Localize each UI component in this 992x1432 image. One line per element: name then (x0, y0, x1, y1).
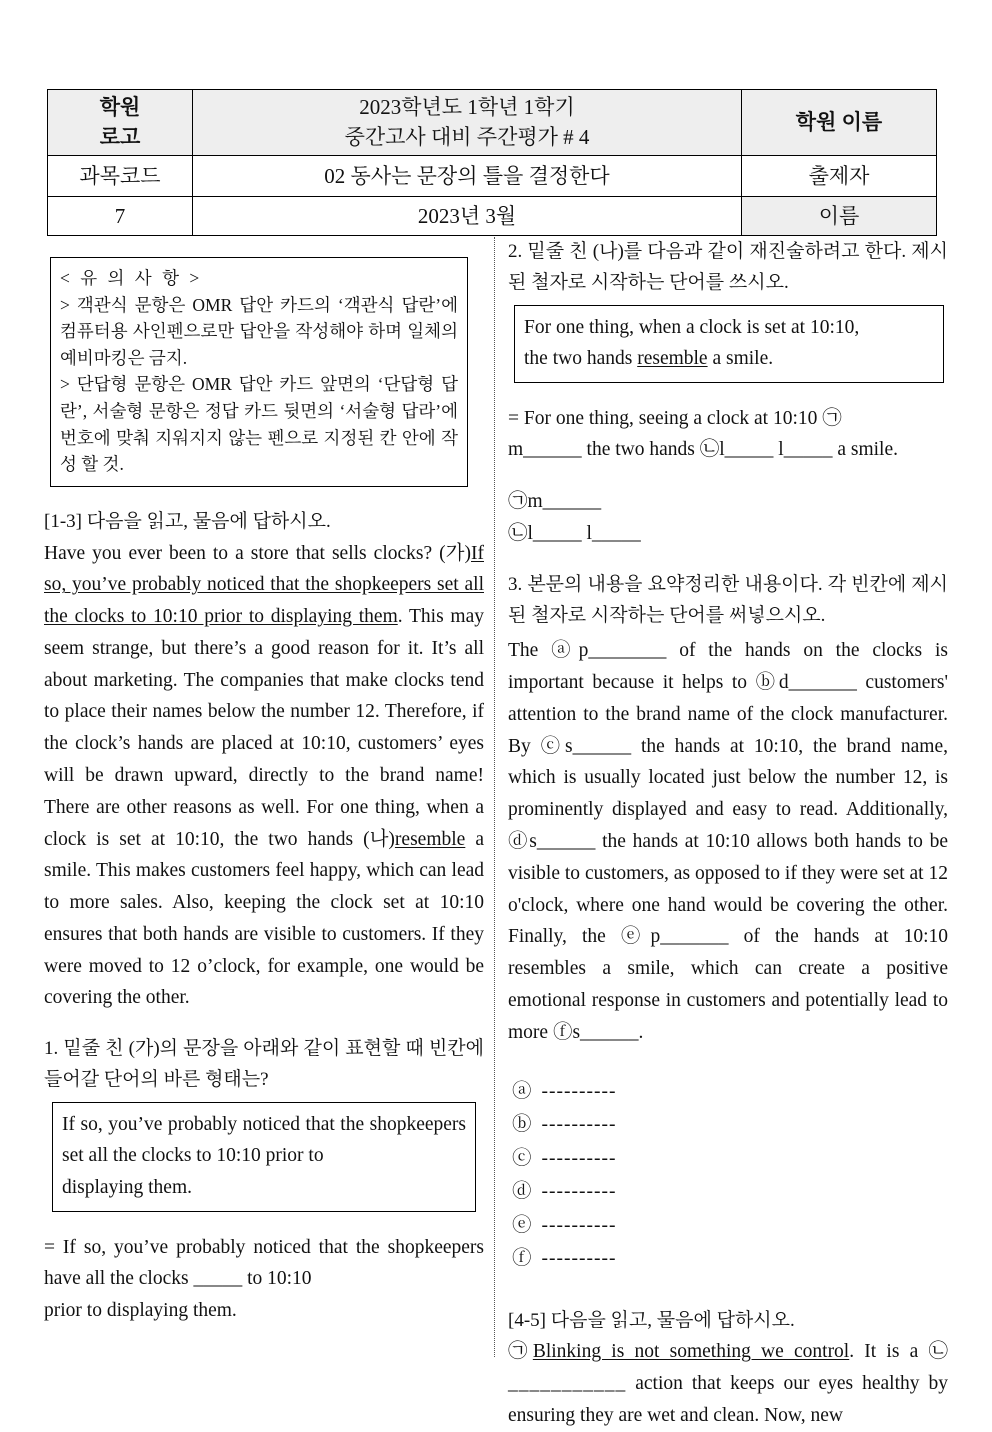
answer-row (512, 1175, 948, 1209)
answer-blank[interactable]: ---------- (541, 1147, 617, 1169)
answer-blank[interactable]: ---------- (541, 1181, 617, 1203)
question-1-quote-box (52, 1102, 476, 1212)
answer-row (512, 1209, 948, 1243)
reading-passage (44, 538, 484, 1015)
answer-blank[interactable]: ---------- (541, 1114, 617, 1136)
answer-mark: ⓓ (512, 1181, 532, 1203)
question-2-prompt: 2. 밑줄 친 (나)를 다음과 같이 재진술하려고 한다. 제시된 철자로 시작하는 단어를 쓰시오. (508, 241, 948, 293)
marker-na: (나) (363, 828, 395, 850)
answer-row (512, 1242, 948, 1276)
writer-name: 이름 (742, 196, 937, 235)
q2-rewrite-line-1: = For one thing, seeing a clock at 10:10 ㉠ (508, 407, 842, 429)
notice-line-2: > 단답형 문항은 OMR 답안 카드 앞면의 ‘단답형 답란’, 서술형 문항은 정답 카드 뒷면의 ‘서술형 답라’에 번호에 맞춰 지워지지 않는 펜으로 지정된 칸 안에 작성 할 것. (60, 374, 458, 475)
question-2-quote-box (514, 305, 944, 383)
q1-rewrite-last-line: prior to displaying them. (44, 1300, 237, 1322)
header-row-subject (48, 155, 937, 196)
q1-box-last-line: displaying them. (62, 1176, 192, 1198)
q45-after-underline: . It is a ㉡ (849, 1341, 948, 1363)
answer-blank[interactable]: ---------- (541, 1080, 617, 1102)
q1-rewrite-text: = If so, you’ve probably noticed that the shopkeepers have all the clocks _____ to 10:10 (44, 1236, 484, 1290)
q2-box-last-pre: the two hands (524, 348, 638, 370)
underlined-na: resemble (394, 828, 466, 850)
directive-1-3: [1-3] 다음을 읽고, 물음에 답하시오. (44, 510, 331, 532)
header-row-date (48, 196, 937, 235)
q45-underlined-sentence: Blinking is not something we control (532, 1341, 850, 1363)
marker-ga: (가) (439, 542, 471, 564)
answer-mark: ⓑ (512, 1114, 532, 1136)
subject-title: 02 동사는 문장의 틀을 결정한다 (193, 155, 742, 196)
writer-label: 출제자 (742, 155, 937, 196)
passage-body-2: . This may seem strange, but there’s a good reason for it. It’s all about marketing. The companies that make clocks tend to place their names below the number 12. Therefore, if the clock’s hands are placed at 10:10, customers’ eyes will be drawn upward, directly to the brand name! There are other reasons as well. For one thing, when a clock is set at 10:10, the two hands (44, 606, 484, 850)
question-2-rewrite (508, 403, 948, 467)
exam-title-line-2: 중간고사 대비 주간평가 # 4 (344, 125, 590, 150)
passage-body-3: a smile. This makes customers feel happy, which can lead to more sales. Also, keeping the clock set at 10:10 ensures that both hands are visible to customers. If they were moved to 12 o’clock, for example, one would be covering the other. (44, 828, 485, 1009)
answer-row (512, 1108, 948, 1142)
question-3-summary: The ⓐp________ of the hands on the clocks is important because it helps to ⓑd_______ customers' attention to the brand name of the clock manufacturer. By ⓒs______ the hands at 10:10, the brand name, which is usually located just below the number 12, is prominently displayed and easy to read. Additionally, ⓓs______ the hands at 10:10 allows both hands to be visible to customers, as opposed to if they were set at 12 o'clock, where one hand would be covering the other. Finally, the ⓔp_______ of the hands at 10:10 resembles a smile, which can create a positive emotional response in customers and potentially lead to more ⓕs______. (508, 640, 948, 1043)
exam-header (47, 89, 937, 236)
academy-name-cell: 학원 이름 (742, 90, 937, 156)
q2-box-text: For one thing, when a clock is set at 10:10, (524, 316, 860, 338)
answer-mark: ⓒ (512, 1147, 532, 1169)
right-column (508, 237, 948, 1427)
left-column (44, 237, 484, 1357)
q45-tail: action that keeps our eyes healthy by ensuring they are wet and clean. Now, new (508, 1373, 948, 1427)
answer-row (512, 1142, 948, 1176)
answer-blank[interactable]: ---------- (541, 1214, 617, 1236)
answer-mark: ⓐ (512, 1080, 532, 1102)
answer-row (512, 1075, 948, 1109)
header-row-title (48, 90, 937, 156)
question-1-rewrite (44, 1232, 484, 1327)
notice-line-1: > 객관식 문항은 OMR 답안 카드의 ‘객관식 답란’에 컴퓨터용 사인펜으로만 답안을 작성해야 하며 일체의 예비마킹은 금지. (60, 294, 458, 368)
logo-line-2: 로고 (99, 125, 141, 150)
directive-4-5: [4-5] 다음을 읽고, 물음에 답하시오. (508, 1309, 795, 1331)
academy-logo-cell (48, 90, 193, 156)
exam-title-line-1: 2023학년도 1학년 1학기 (359, 95, 575, 119)
notice-box (50, 257, 468, 487)
exam-header-table (47, 89, 937, 236)
q2-underlined-word: resemble (637, 348, 708, 370)
question-3-prompt: 3. 본문의 내용을 요약정리한 내용이다. 각 빈칸에 제시된 철자로 시작하는 단어를 써넣으시오. (508, 573, 948, 626)
body-columns (44, 237, 948, 1427)
subject-code-value: 7 (48, 196, 193, 235)
question-4-5-passage (508, 1336, 948, 1431)
q1-box-text: If so, you’ve probably noticed that the shopkeepers set all the clocks to 10:10 prior to (62, 1113, 466, 1167)
exam-date: 2023년 3월 (193, 196, 742, 235)
passage-sentence-1: Have you ever been to a store that sells clocks? (44, 542, 433, 564)
question-2-answer-a: ㉠m______ (508, 491, 602, 513)
exam-title-cell (193, 90, 742, 156)
question-2-answer-b: ㉡l_____ l_____ (508, 523, 641, 545)
question-1-prompt: 1. 밑줄 친 (가)의 문장을 아래와 같이 표현할 때 빈칸에 들어갈 단어의 바른 형태는? (44, 1038, 484, 1090)
column-divider (494, 237, 495, 1357)
marker-circle-a: ㉠ (508, 1341, 533, 1363)
answer-blank[interactable]: ---------- (541, 1248, 617, 1270)
question-3-answer-list (512, 1075, 948, 1276)
subject-code-label: 과목코드 (48, 155, 193, 196)
notice-title: < 유 의 사 항 > (60, 268, 203, 288)
q2-box-last-line (524, 343, 934, 375)
answer-mark: ⓔ (512, 1214, 532, 1236)
q2-rewrite-line-2: m______ the two hands ㉡l_____ l_____ a smile. (508, 439, 898, 461)
answer-mark: ⓕ (512, 1248, 532, 1270)
q2-box-last-post: a smile. (707, 348, 774, 370)
logo-line-1: 학원 (99, 95, 141, 119)
underlined-ga: If so, you’ve probably noticed that the shopkeepers set all the clocks to 10:10 prior to displaying them (44, 542, 484, 628)
q45-blank[interactable]: ___________ (508, 1373, 627, 1395)
